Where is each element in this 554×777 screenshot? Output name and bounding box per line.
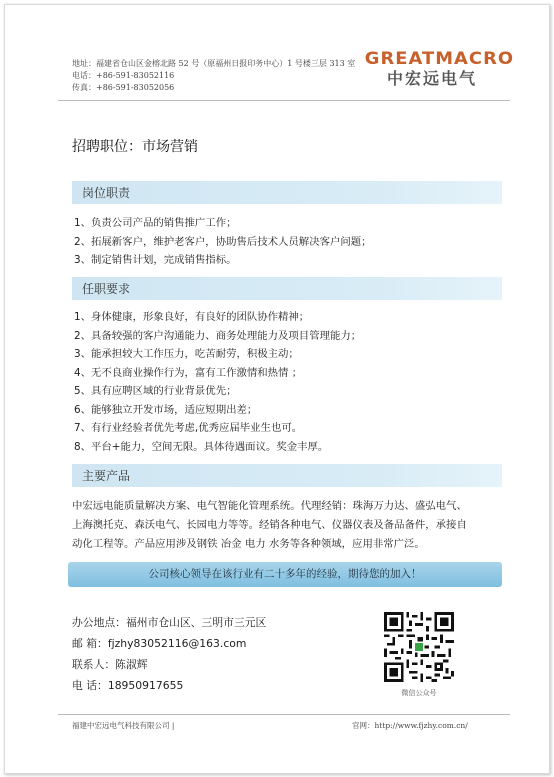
contact-office: 办公地点：福州市仓山区、三明市三元区 — [72, 616, 267, 629]
products-paragraph — [72, 497, 508, 554]
section-heading-products: 主要产品 — [82, 469, 131, 483]
list-item: 3、制定销售计划，完成销售指标。 — [74, 254, 237, 266]
header-fax: 传真：+86-591-83052056 — [72, 83, 175, 92]
company-logo — [364, 49, 515, 88]
header-phone: 电话：+86-591-83052116 — [72, 71, 175, 80]
section-heading-duties: 岗位职责 — [82, 186, 131, 200]
footer-company: 福建中宏远电气科技有限公司 | — [72, 721, 175, 730]
list-item: 7、有行业经验者优先考虑,优秀应届毕业生也可。 — [74, 422, 303, 434]
contact-info — [72, 612, 266, 696]
logo-english-text: GREATMACRO — [364, 49, 515, 69]
paragraph-line: 上海澳托克、森沃电气、长园电力等等。经销各种电气、仪器仪表及备品备件，承接自 — [72, 519, 467, 531]
qr-caption: 微信公众号 — [401, 689, 437, 697]
list-item: 3、能承担较大工作压力，吃苦耐劳，积极主动； — [74, 348, 299, 360]
job-title: 招聘职位：市场营销 — [72, 139, 198, 155]
recruitment-banner — [68, 562, 502, 587]
requirements-list — [74, 308, 361, 456]
section-bar-duties — [72, 181, 502, 204]
company-header-info — [72, 58, 355, 94]
list-item: 2、拓展新客户，维护老客户，协助售后技术人员解决客户问题； — [74, 235, 372, 248]
list-item: 8、平台+能力，空间无限。具体待遇面议。奖金丰厚。 — [74, 440, 329, 453]
contact-phone: 电 话：18950917655 — [72, 679, 184, 692]
banner-text: 公司核心领导在该行业有二十多年的经验，期待您的加入！ — [148, 568, 422, 580]
section-heading-requirements: 任职要求 — [82, 282, 131, 296]
footer-website-link[interactable]: 官网：http://www.fjzhy.com.cn/ — [352, 721, 468, 730]
footer-divider — [58, 714, 510, 715]
contact-person: 联系人：陈淑辉 — [72, 658, 148, 671]
section-bar-requirements — [72, 277, 502, 300]
contact-email[interactable]: 邮 箱：fjzhy83052116@163.com — [72, 637, 247, 650]
wechat-qr-code-icon — [384, 612, 454, 682]
paragraph-line: 中宏远电能质量解决方案、电气智能化管理系统。代理经销：珠海万力达、盛弘电气、 — [72, 500, 467, 512]
list-item: 1、身体健康，形象良好，有良好的团队协作精神； — [74, 311, 310, 323]
duties-list — [74, 214, 372, 270]
list-item: 1、负责公司产品的销售推广工作； — [74, 217, 237, 229]
logo-chinese-text: 中宏远电气 — [386, 69, 477, 88]
list-item: 4、无不良商业操作行为，富有工作激情和热情 ； — [74, 366, 303, 379]
list-item: 2、具备较强的客户沟通能力、商务处理能力及项目管理能力； — [74, 329, 362, 342]
section-bar-products — [72, 464, 502, 487]
list-item: 5、具有应聘区域的行业背景优先； — [74, 385, 237, 397]
header-address: 地址：福建省仓山区金榕北路 52 号（原福州日报印务中心）1 号楼三层 313 室 — [72, 59, 356, 68]
list-item: 6、能够独立开发市场，适应短期出差； — [74, 403, 258, 416]
paragraph-line: 动化工程等。产品应用涉及钢铁 冶金 电力 水务等各种领域，应用非常广泛。 — [72, 538, 425, 550]
header-divider — [58, 100, 510, 101]
